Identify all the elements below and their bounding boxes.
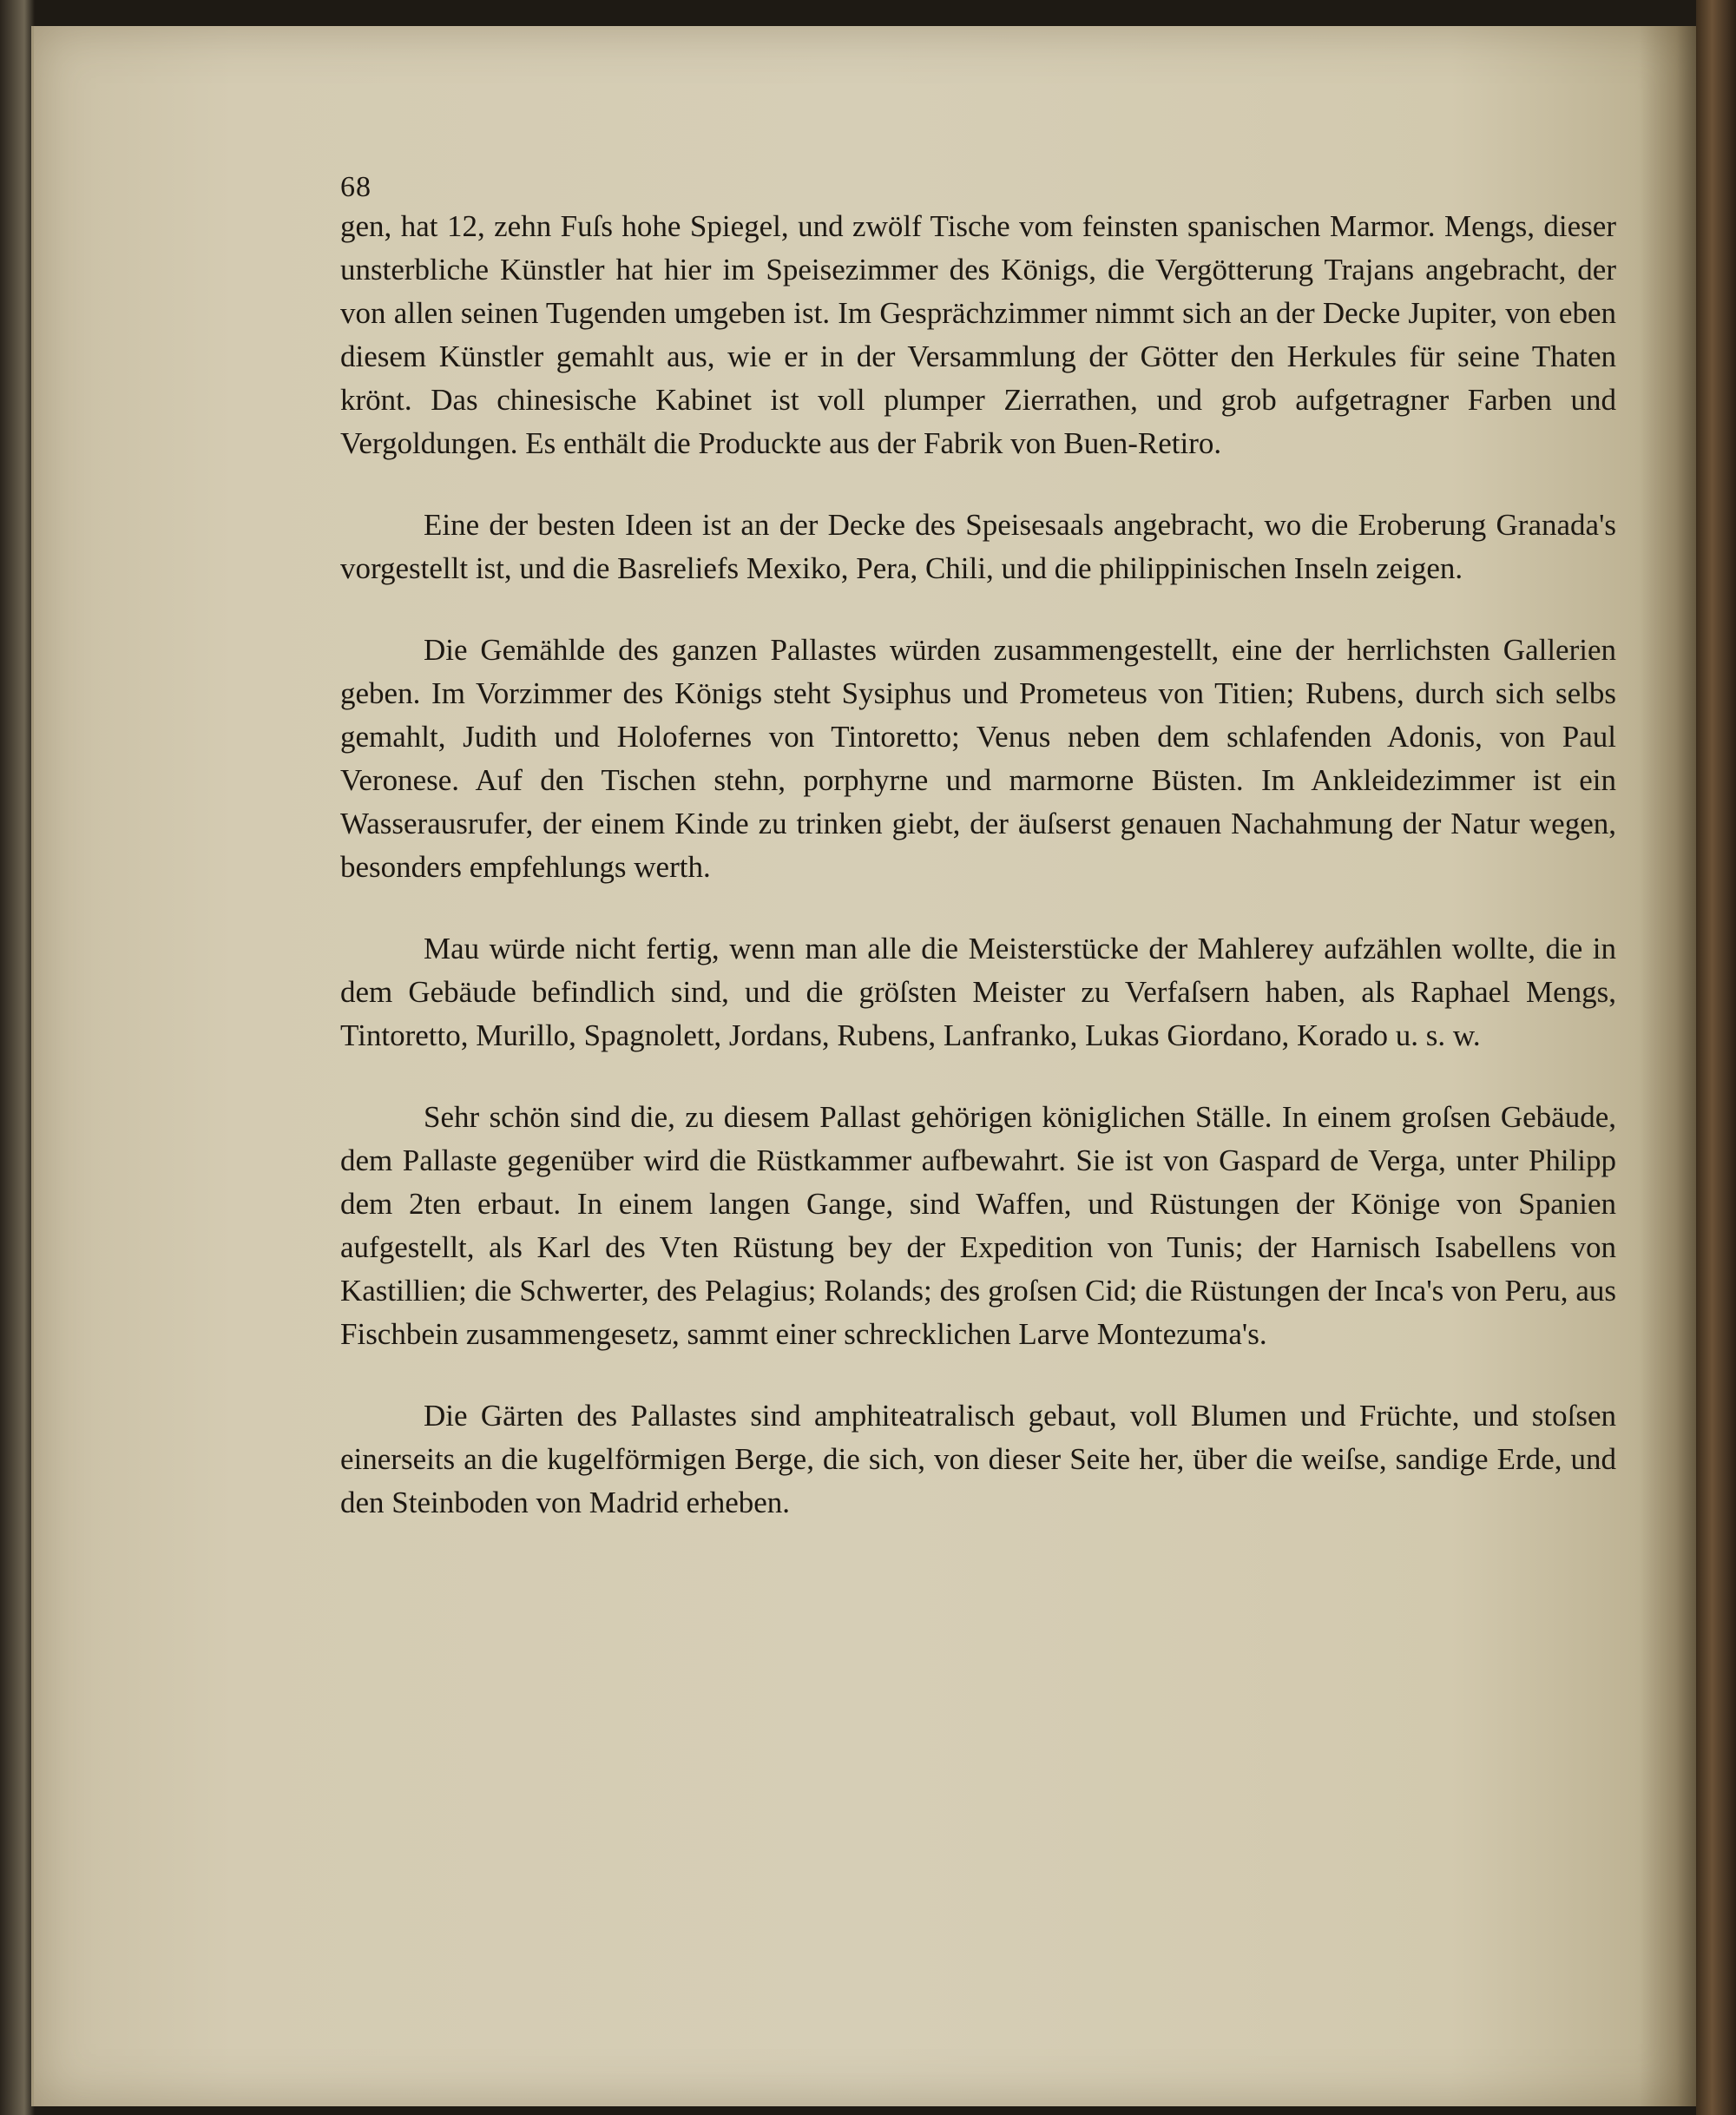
page-number: 68	[340, 171, 372, 203]
paragraph: Die Gärten des Pallastes sind amphiteatralisch gebaut, voll Blumen und Früchte, und stoſsen einerseits an die kugelförmigen Berge, die sich, von dieser Seite her, über die weiſse, sandige Erde, und den Steinboden von Madrid erheben.	[340, 1399, 1616, 1519]
book-cover-edge	[1696, 0, 1736, 2115]
paragraph: Die Gemählde des ganzen Pallastes würden zusammengestellt, eine der herrlichsten Gallerien geben. Im Vorzimmer des Königs steht Sysiphus und Prometeus von Titien; Rubens, durch sich selbs gemahlt, Judith und Holofernes von Tintoretto; Venus neben dem schlafenden Adonis, von Paul Veronese. Auf den Tischen stehn, porphyrne und marmorne Büsten. Im Ankleidezimmer ist ein Wasserausrufer, der einem Kinde zu trinken giebt, der äuſserst genauen Nachahmung der Natur wegen, besonders empfehlungs werth.	[340, 633, 1616, 884]
page-text-block	[340, 170, 1616, 1563]
book-spine-shadow	[0, 0, 35, 2115]
page-edge-shadow	[1640, 26, 1700, 2106]
paragraph: gen, hat 12, zehn Fuſs hohe Spiegel, und zwölf Tische vom feinsten spanischen Marmor. Mengs, dieser unsterbliche Künstler hat hier im Speisezimmer des Königs, die Vergötterung Trajans angebracht, der von allen seinen Tugenden umgeben ist. Im Gesprächzimmer nimmt sich an der Decke Jupiter, von eben diesem Künstler gemahlt aus, wie er in der Versammlung der Götter den Herkules für seine Thaten krönt. Das chinesische Kabinet ist voll plumper Zierrathen, und grob aufgetragner Farben und Vergoldungen. Es enthält die Produckte aus der Fabrik von Buen-Retiro.	[340, 209, 1616, 460]
paragraph: Sehr schön sind die, zu diesem Pallast gehörigen königlichen Ställe. In einem groſsen Gebäude, dem Pallaste gegenüber wird die Rüstkammer aufbewahrt. Sie ist von Gaspard de Verga, unter Philipp dem 2ten erbaut. In einem langen Gange, sind Waffen, und Rüstungen der Könige von Spanien aufgestellt, als Karl des Vten Rüstung bey der Expedition von Tunis; der Harnisch Isabellens von Kastillien; die Schwerter, des Pelagius; Rolands; des groſsen Cid; die Rüstungen der Inca's von Peru, aus Fischbein zusammengesetz, sammt einer schrecklichen Larve Montezuma's.	[340, 1100, 1616, 1351]
paragraph: Mau würde nicht fertig, wenn man alle die Meisterstücke der Mahlerey aufzählen wollte, die in dem Gebäude befindlich sind, und die gröſsten Meister zu Verfaſsern haben, als Raphael Mengs, Tintoretto, Murillo, Spagnolett, Jordans, Rubens, Lanfranko, Lukas Giordano, Korado u. s. w.	[340, 932, 1616, 1052]
paragraph: Eine der besten Ideen ist an der Decke des Speisesaals angebracht, wo die Eroberung Granada's vorgestellt ist, und die Basreliefs Mexiko, Pera, Chili, und die philippinischen Inseln zeigen.	[340, 508, 1616, 585]
